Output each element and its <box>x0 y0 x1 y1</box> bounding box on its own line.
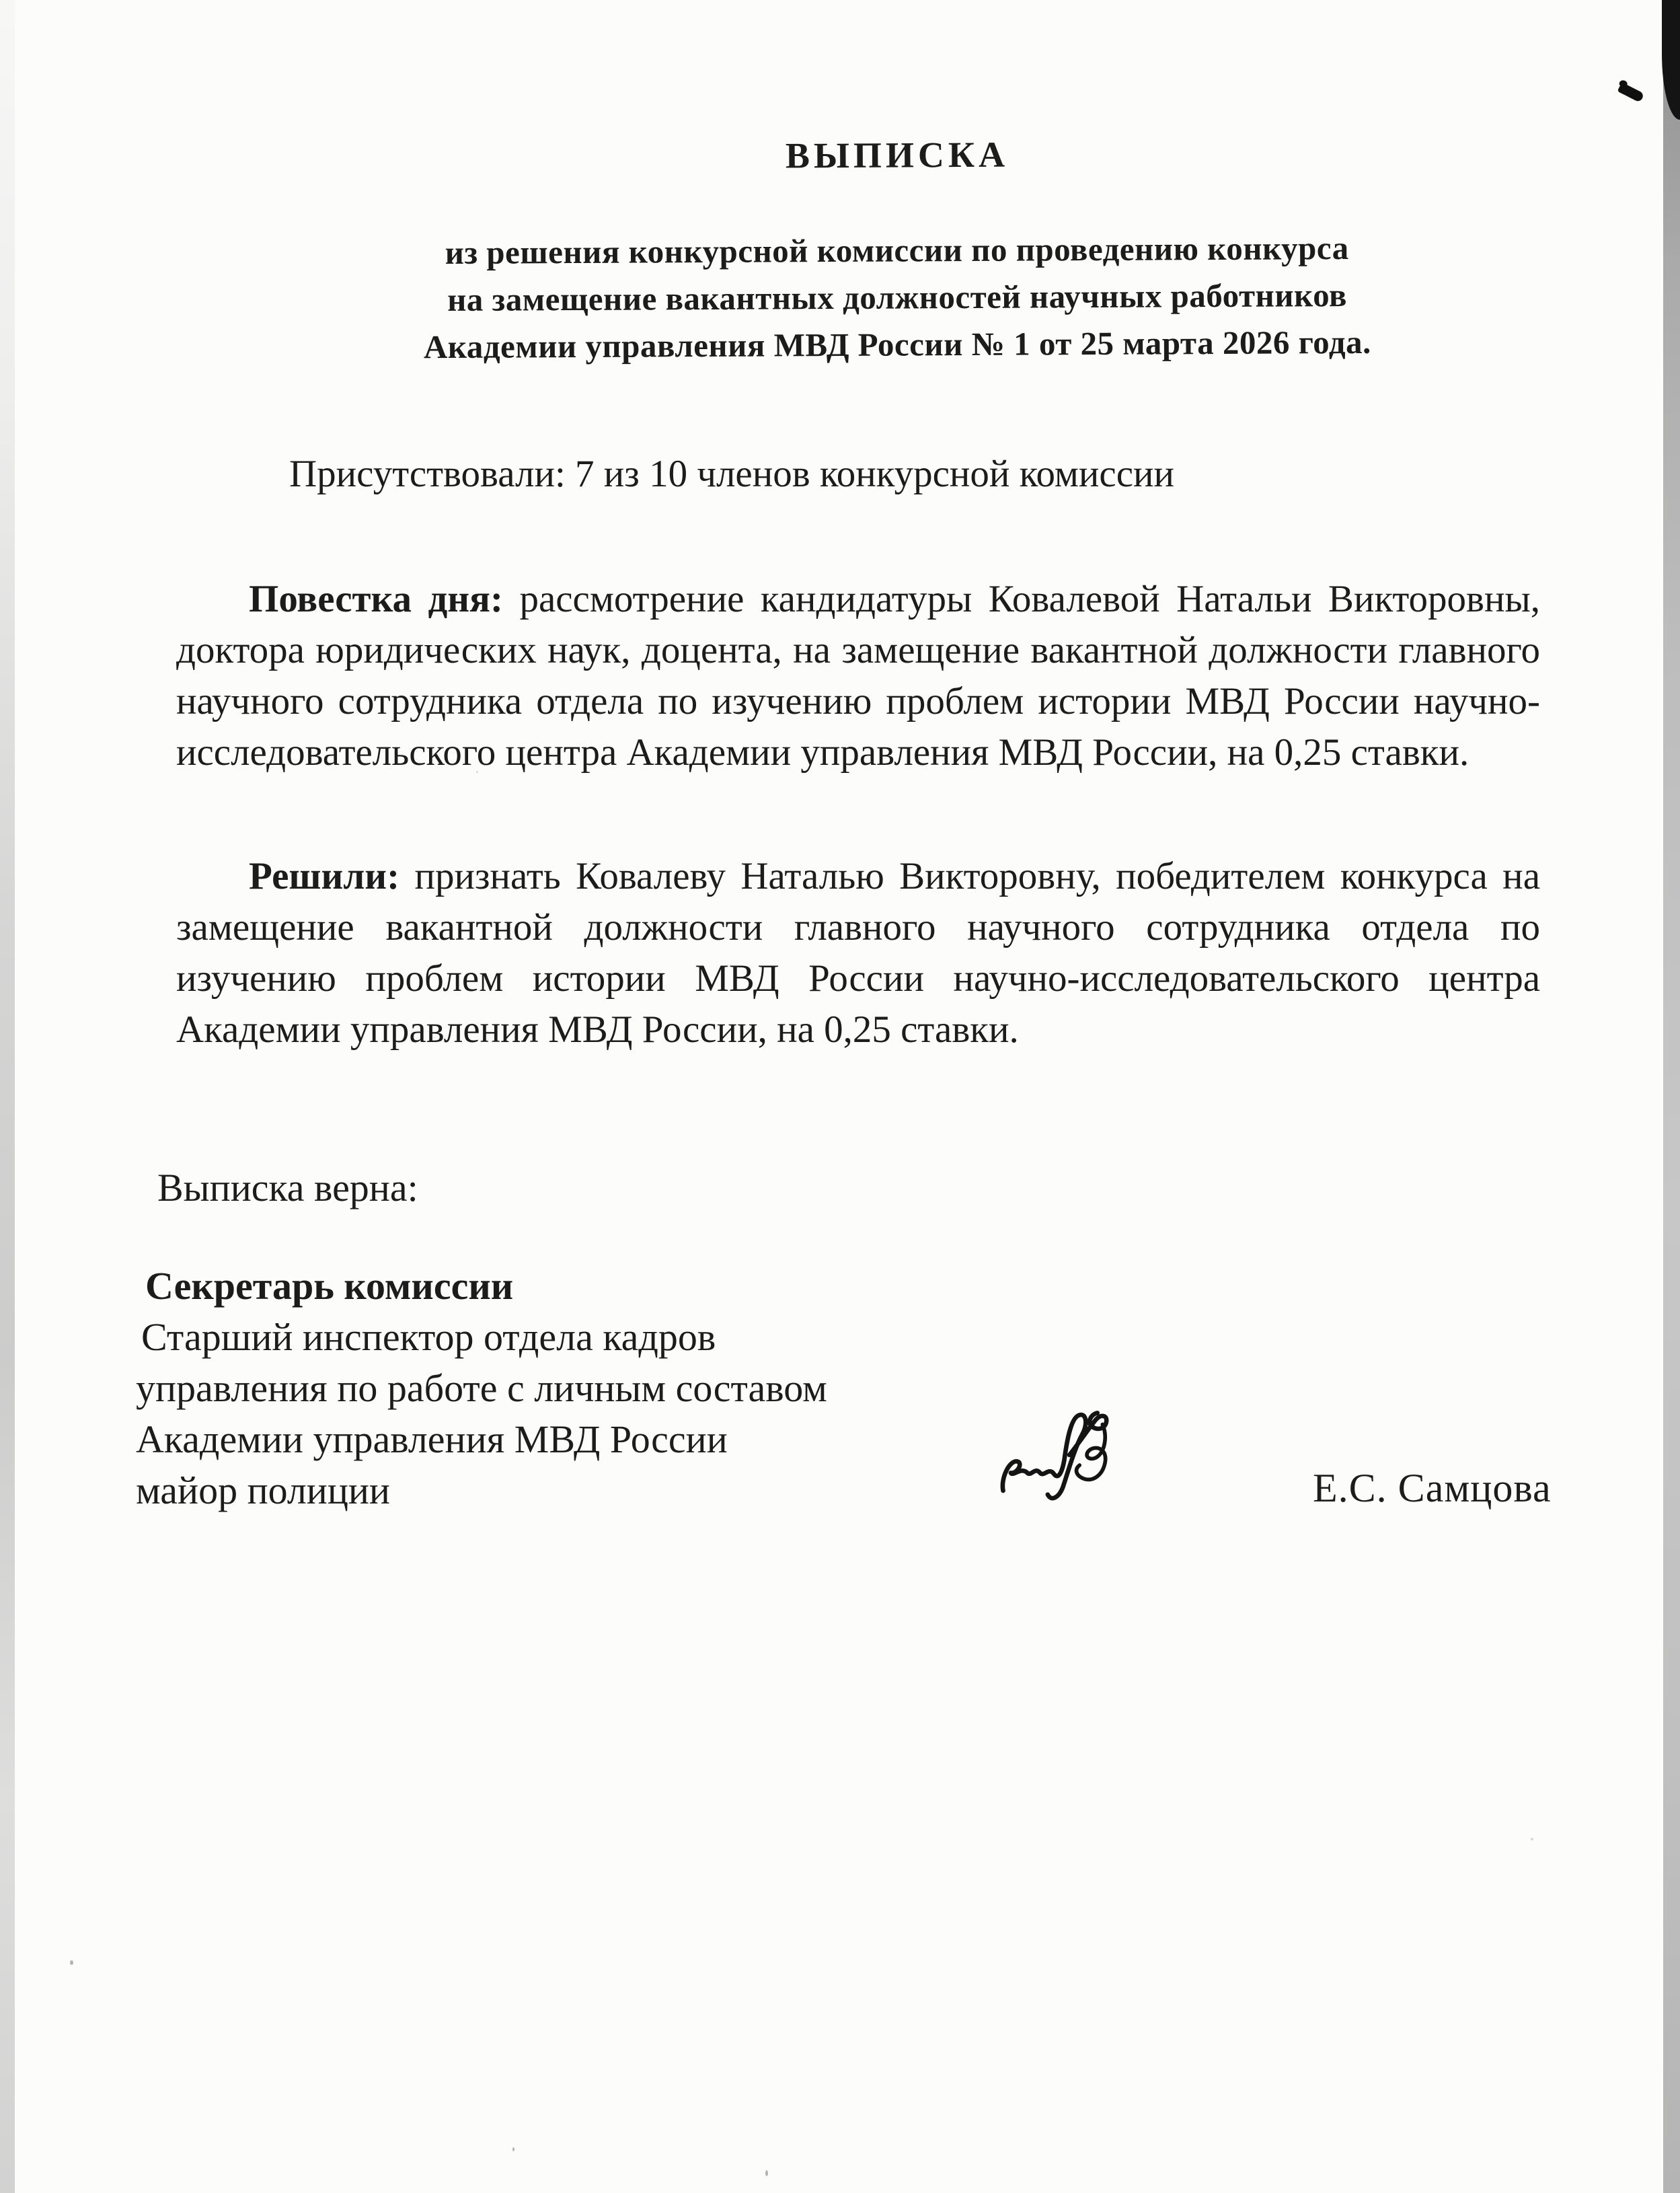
document-title: ВЫПИСКА <box>785 134 1009 176</box>
scan-speck-icon <box>512 2147 514 2151</box>
agenda-text: рассмотрение кандидатуры Ковалевой Натальи Викторовны, доктора юридических наук, доцента, на замещение вакантной должности главного научного сотрудника отдела по изучению проблем истории МВД России научно-исследовательского центра Академии управления МВД России, на 0,25 ставки. <box>176 578 1541 774</box>
handwritten-signature-icon <box>994 1394 1122 1515</box>
decision-paragraph <box>176 851 1540 1055</box>
certification-line: Выписка верна: <box>157 1166 418 1210</box>
scan-speck-icon <box>1531 1838 1533 1841</box>
decision-label: Решили: <box>249 855 400 897</box>
signatory-role-line: управления по работе с личным составом <box>136 1366 827 1410</box>
scan-speck-icon <box>70 1960 73 1965</box>
decision-text: признать Ковалеву Наталью Викторовну, победителем конкурса на замещение вакантной должности главного научного сотрудника отдела по изучению проблем истории МВД России научно-исследовательского центра Академии управления МВД России, на 0,25 ставки. <box>176 855 1540 1051</box>
signatory-name: Е.С. Самцова <box>1313 1466 1552 1510</box>
ink-smudge-icon <box>1617 82 1645 103</box>
subtitle-line: из решения конкурсной комиссии по проведению конкурса <box>445 229 1349 272</box>
attendance-line: Присутствовали: 7 из 10 членов конкурсной комиссии <box>289 453 1175 495</box>
subtitle-line: на замещение вакантных должностей научных работников <box>447 276 1348 319</box>
signatory-role-title: Секретарь комиссии <box>145 1264 514 1308</box>
document-subtitle <box>0 223 1680 373</box>
agenda-paragraph <box>176 574 1540 778</box>
agenda-label: Повестка дня: <box>249 578 503 620</box>
subtitle-line: Академии управления МВД России № 1 от 25 марта 2026 года. <box>423 323 1371 366</box>
signatory-role-line: Академии управления МВД России <box>136 1417 728 1461</box>
scan-speck-icon <box>765 2170 768 2176</box>
signatory-role-line: Старший инспектор отдела кадров <box>141 1315 716 1359</box>
signatory-role-line: майор полиции <box>136 1469 390 1512</box>
